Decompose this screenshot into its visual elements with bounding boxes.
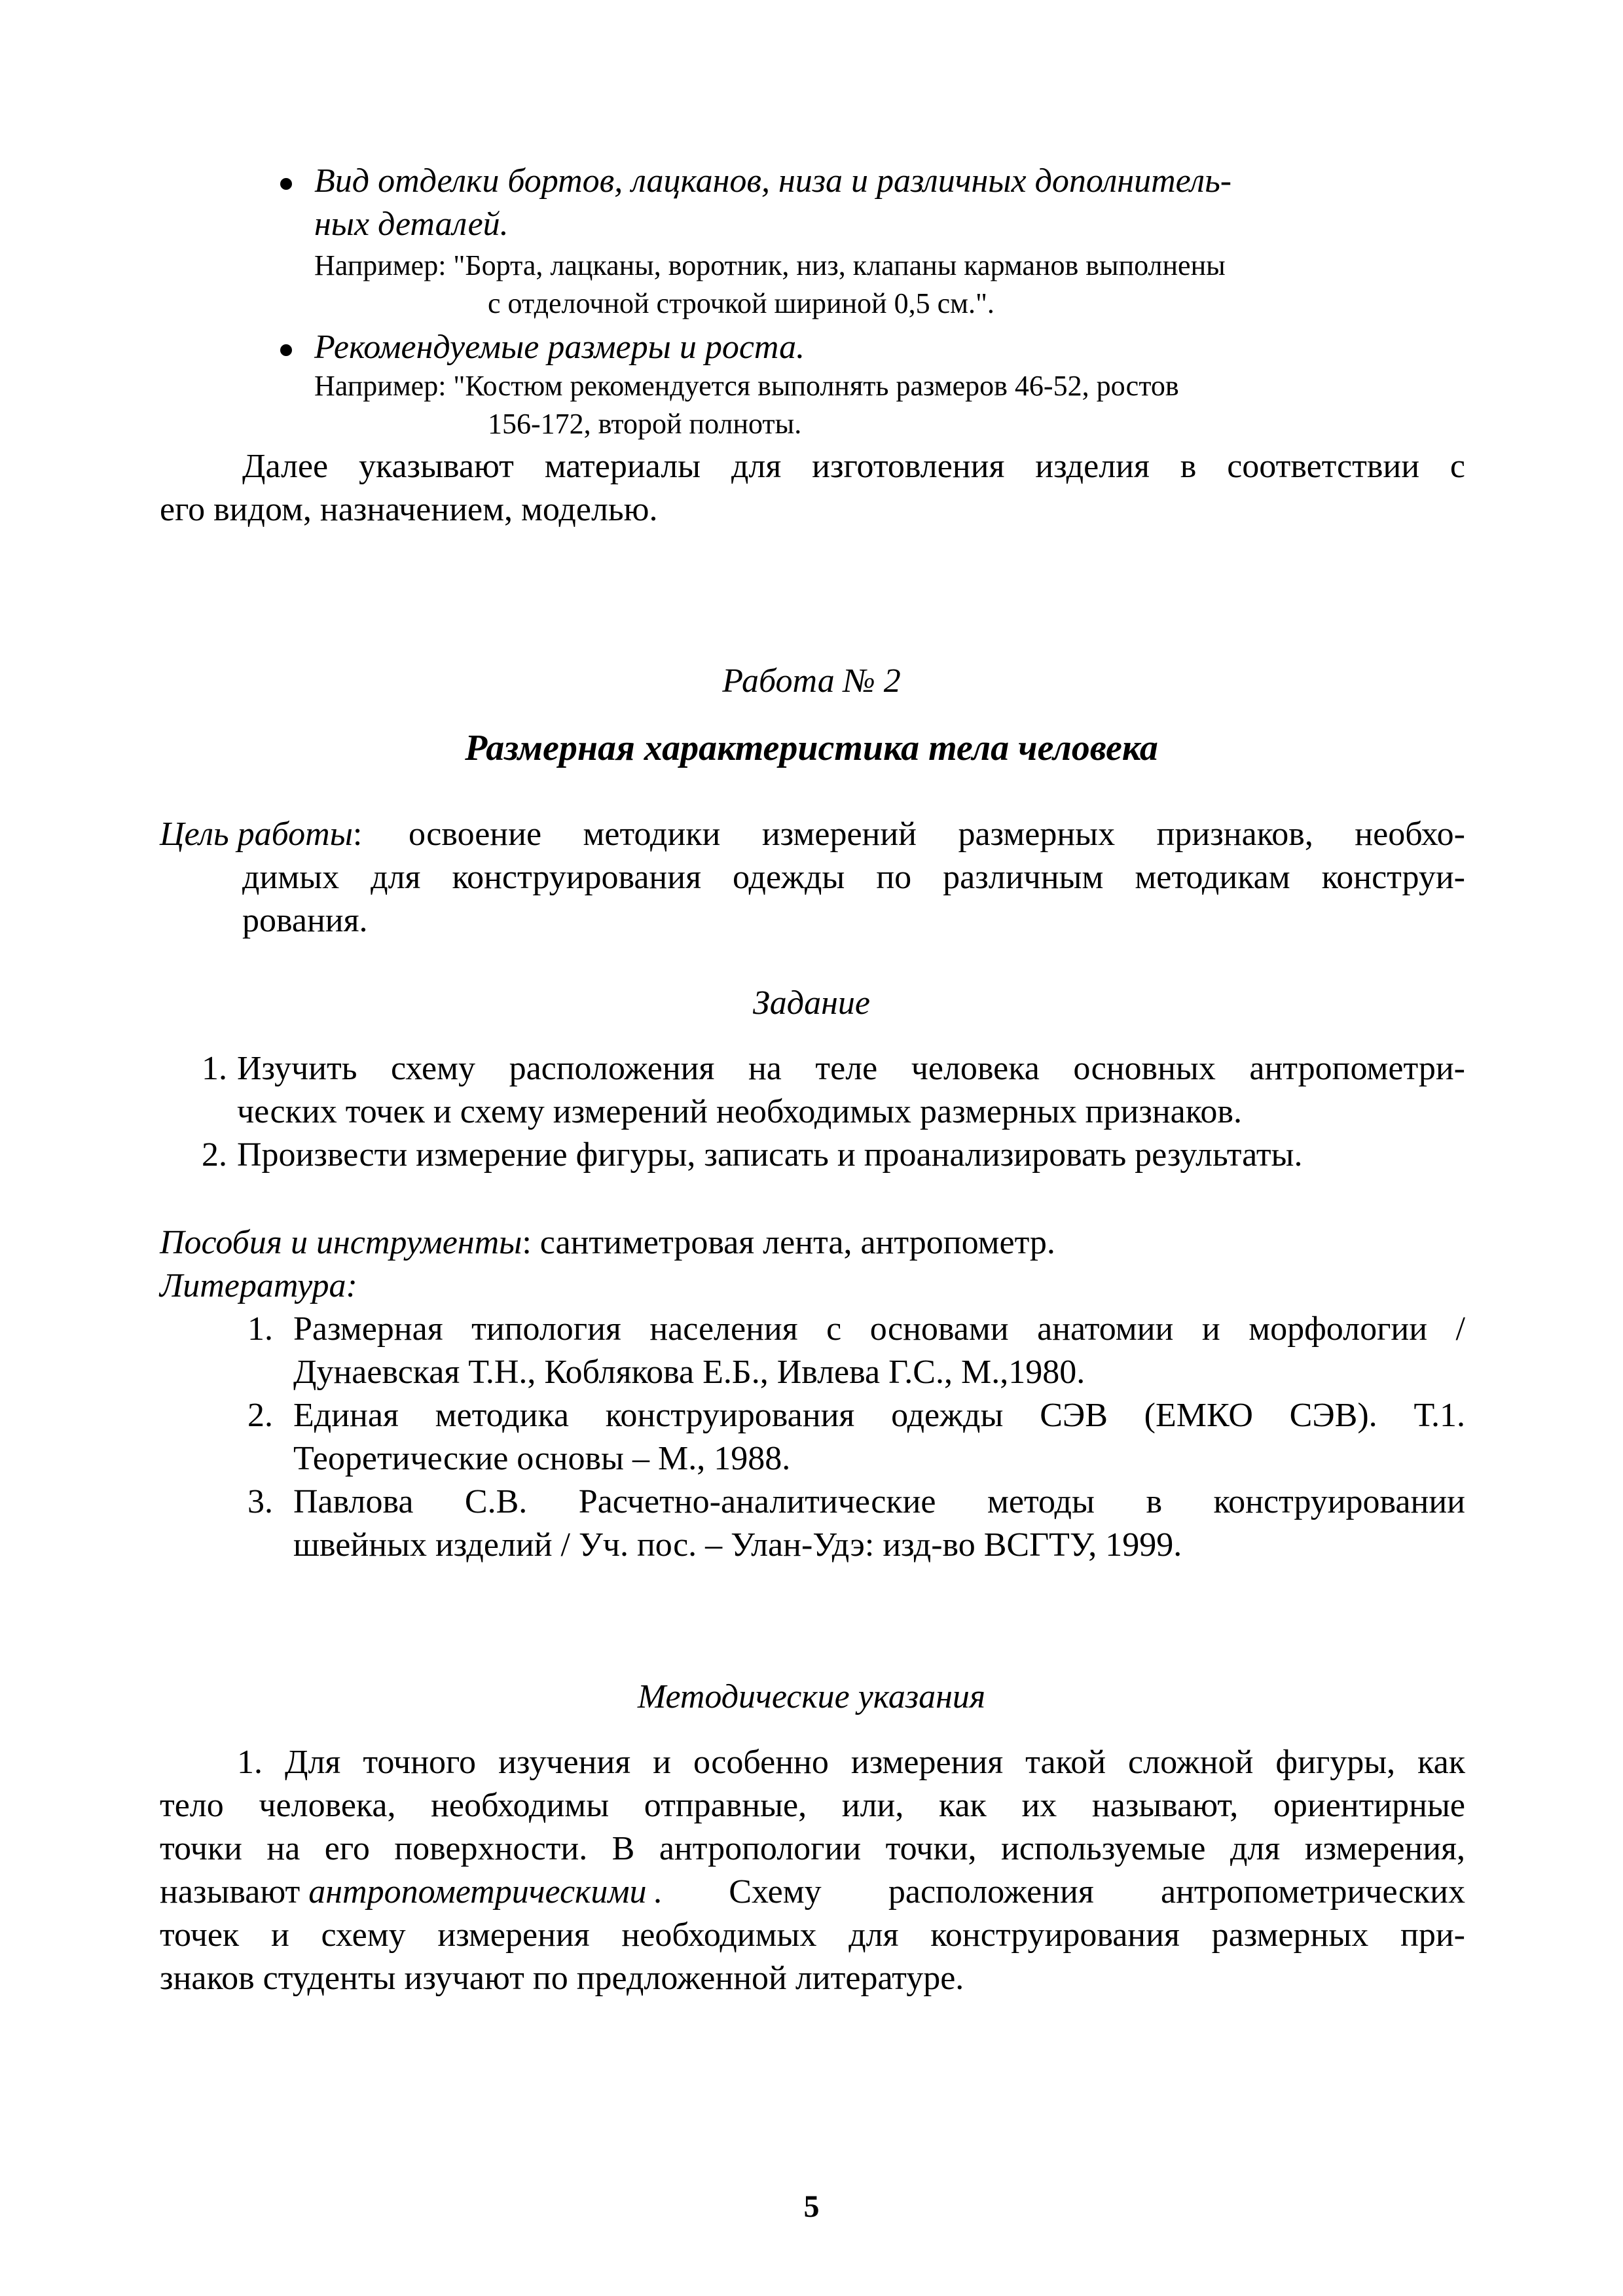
method-line-1: 1. Для точного изучения и особенно измерения такой сложной фигуры, как: [237, 1744, 1465, 1781]
work-number: Работа № 2: [722, 662, 901, 700]
goal-line-3: рования.: [242, 902, 368, 939]
literature-item-2-line-1: Единая методика конструирования одежды СЭВ (ЕМКО СЭВ). Т.1.: [293, 1397, 1465, 1434]
literature-item-3-number: 3.: [247, 1483, 273, 1520]
bullet-2-line-1: Рекомендуемые размеры и роста.: [314, 329, 805, 366]
method-line-4-pre: называют: [160, 1873, 309, 1910]
goal-label: Цель работы: [160, 816, 353, 853]
method-line-5: точек и схему измерения необходимых для конструирования размерных при-: [160, 1916, 1465, 1954]
goal-line-2: димых для конструирования одежды по различным методикам конструи-: [242, 859, 1465, 896]
task-heading: Задание: [753, 984, 870, 1022]
task-item-2-number: 2.: [202, 1136, 227, 1174]
intro-paragraph-line-2: его видом, назначением, моделью.: [160, 491, 658, 528]
bullet-1-example-line-2: с отделочной строчкой шириной 0,5 см.".: [488, 287, 994, 319]
task-item-2-line-1: Произвести измерение фигуры, записать и проанализировать результаты.: [237, 1136, 1303, 1174]
bullet-2-example-line-2: 156-172, второй полноты.: [488, 408, 802, 440]
literature-item-1-line-2: Дунаевская Т.Н., Коблякова Е.Б., Ивлева Г.С., М.,1980.: [293, 1354, 1085, 1391]
method-heading: Методические указания: [637, 1678, 986, 1715]
bullet-icon: [280, 178, 292, 190]
method-line-3: точки на его поверхности. В антропологии точки, используемые для измерения,: [160, 1830, 1465, 1867]
method-line-4-start: [160, 1871, 647, 1914]
work-title: Размерная характеристика тела человека: [465, 728, 1158, 768]
bullet-1-line-2: ных деталей.: [314, 206, 509, 243]
literature-item-3-line-1: Павлова С.В. Расчетно-аналитические методы в конструировании: [293, 1483, 1465, 1520]
literature-item-1-number: 1.: [247, 1310, 273, 1348]
bullet-icon: [280, 344, 292, 356]
tools-line: [160, 1221, 1055, 1265]
method-line-2: тело человека, необходимы отправные, или, как их называют, ориентирные: [160, 1787, 1465, 1824]
literature-item-3-line-2: швейных изделий / Уч. пос. – Улан-Удэ: изд-во ВСГТУ, 1999.: [293, 1526, 1182, 1564]
literature-item-1-line-1: Размерная типология населения с основами анатомии и морфологии /: [293, 1310, 1465, 1348]
literature-label: Литература:: [160, 1267, 357, 1304]
bullet-1-example-line-1: Например: "Борта, лацканы, воротник, низ, клапаны карманов выполнены: [314, 249, 1226, 281]
task-item-1-line-2: ческих точек и схему измерений необходимых размерных признаков.: [237, 1093, 1242, 1130]
literature-item-2-line-2: Теоретические основы – М., 1988.: [293, 1440, 791, 1477]
literature-item-2-number: 2.: [247, 1397, 273, 1434]
goal-text-line-1: освоение методики измерений размерных признаков, необхо-: [409, 816, 1465, 853]
goal-colon: :: [352, 816, 363, 853]
intro-paragraph-line-1: Далее указывают материалы для изготовления изделия в соответствии с: [242, 448, 1465, 485]
tools-label: Пособия и инструменты: [160, 1224, 522, 1261]
goal-label-group: [160, 813, 362, 856]
goal-line-1: [160, 813, 1465, 856]
task-item-1-number: 1.: [202, 1050, 227, 1087]
bullet-2-example-line-1: Например: "Костюм рекомендуется выполнять размеров 46-52, ростов: [314, 370, 1179, 402]
page-number: 5: [803, 2189, 820, 2224]
method-line-4: [160, 1871, 1465, 1914]
method-line-4-em: антропометрическими: [308, 1873, 647, 1910]
method-line-4-post: . Схему расположения антропометрических: [653, 1873, 1465, 1910]
task-item-1-line-1: Изучить схему расположения на теле человека основных антропометри-: [237, 1050, 1465, 1087]
bullet-1-line-1: Вид отделки бортов, лацканов, низа и различных дополнитель-: [314, 162, 1232, 200]
tools-text: : сантиметровая лента, антропометр.: [522, 1224, 1055, 1261]
method-line-6: знаков студенты изучают по предложенной литературе.: [160, 1960, 964, 1997]
